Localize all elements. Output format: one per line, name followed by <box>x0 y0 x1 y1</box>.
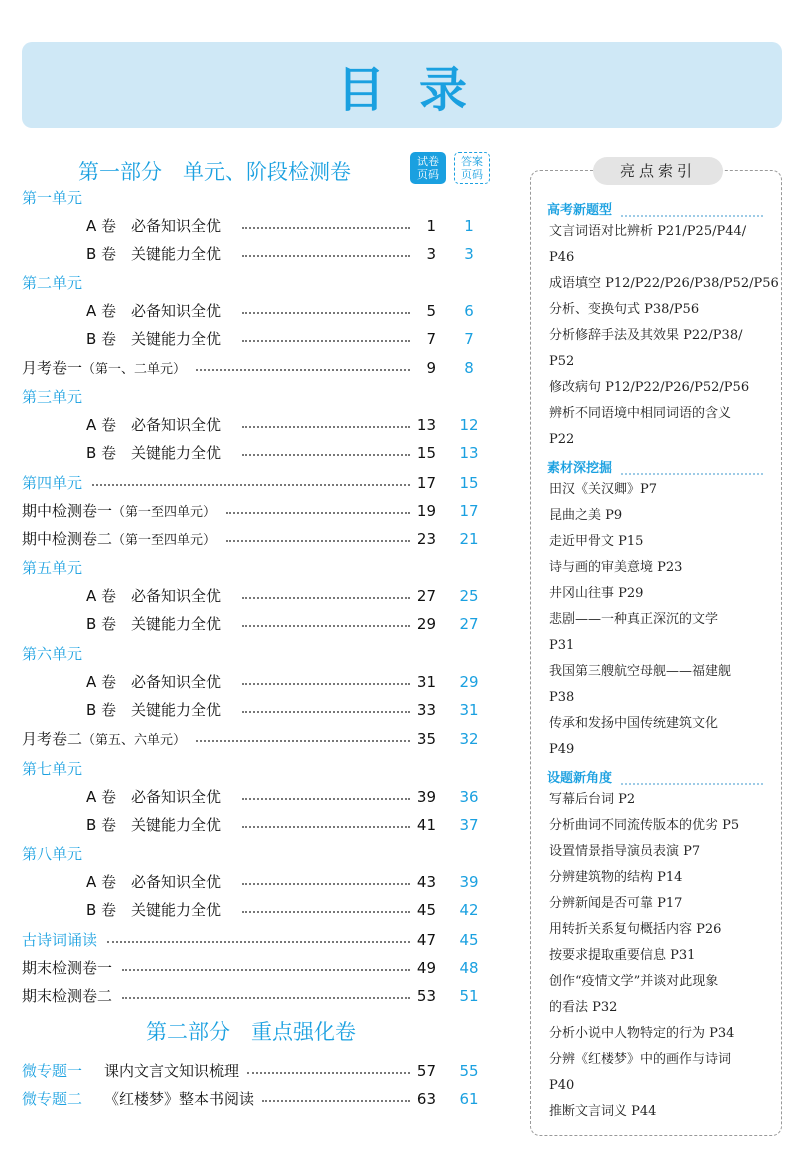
test-page-number: 9 <box>426 359 436 377</box>
toc-row[interactable] <box>0 841 500 867</box>
answer-page-number: 36 <box>459 788 479 806</box>
leader-dots <box>92 484 410 486</box>
toc-row[interactable] <box>0 784 500 810</box>
answer-page-number: 17 <box>459 502 479 520</box>
index-entry: 分辨《红楼梦》中的画作与诗词 <box>549 1052 732 1067</box>
toc-row[interactable] <box>0 384 500 410</box>
leader-dots <box>242 312 410 314</box>
test-page-number: 53 <box>416 987 436 1005</box>
toc-title-main: 月考卷二 <box>22 730 83 748</box>
index-entry: 传承和发扬中国传统建筑文化 <box>549 716 719 731</box>
category-divider <box>621 783 763 785</box>
topic-row[interactable] <box>0 1058 500 1084</box>
index-entry: 的看法 P32 <box>549 1000 618 1015</box>
answer-page-number: 31 <box>459 701 479 719</box>
toc-row[interactable] <box>0 756 500 782</box>
toc-title: A 卷 必备知识全优 <box>86 673 222 691</box>
test-page-number: 57 <box>416 1062 436 1080</box>
test-page-number: 13 <box>416 416 436 434</box>
leader-dots <box>226 540 410 542</box>
toc-row[interactable] <box>0 555 500 581</box>
test-page-number: 15 <box>416 444 436 462</box>
toc-title <box>22 498 216 526</box>
toc-title: 第二单元 <box>22 274 83 292</box>
toc-title: 第五单元 <box>22 559 83 577</box>
toc-row[interactable] <box>0 326 500 352</box>
toc-title-main: 期中检测卷二 <box>22 530 113 548</box>
leader-dots <box>242 826 410 828</box>
index-entry: 用转折关系复句概括内容 P26 <box>549 922 722 937</box>
index-entry: 昆曲之美 P9 <box>549 508 623 523</box>
toc-row[interactable] <box>0 955 500 981</box>
index-entry: P49 <box>549 742 575 757</box>
toc-row[interactable] <box>0 983 500 1009</box>
leader-dots <box>242 683 410 685</box>
toc-row[interactable] <box>0 185 500 211</box>
toc-row[interactable] <box>0 470 500 496</box>
index-entry: P40 <box>549 1078 575 1093</box>
toc-row[interactable] <box>0 526 500 552</box>
topic-title: 课内文言文知识梳理 <box>104 1062 240 1080</box>
index-entry: P22 <box>549 432 575 447</box>
index-entry: 分析曲词不同流传版本的优劣 P5 <box>549 818 740 833</box>
test-page-number: 17 <box>416 474 436 492</box>
answer-page-number: 27 <box>459 615 479 633</box>
toc-row[interactable] <box>0 498 500 524</box>
toc-row[interactable] <box>0 298 500 324</box>
index-entry: 写幕后台词 P2 <box>549 792 636 807</box>
toc-title: 古诗词诵读 <box>22 931 98 949</box>
toc-title: 第四单元 <box>22 474 83 492</box>
toc-title <box>22 355 186 383</box>
leader-dots <box>122 969 410 971</box>
toc-title <box>22 955 112 981</box>
toc-title-scope: （第五、六单元） <box>82 733 187 748</box>
index-entry: 田汉《关汉卿》P7 <box>549 482 658 497</box>
toc-title: 第七单元 <box>22 760 83 778</box>
toc-title: A 卷 必备知识全优 <box>86 302 222 320</box>
leader-dots <box>242 454 410 456</box>
test-page-number: 43 <box>416 873 436 891</box>
index-entry: 设置情景指导演员表演 P7 <box>549 844 701 859</box>
index-entry: P31 <box>549 638 575 653</box>
answer-page-number: 6 <box>464 302 474 320</box>
toc-row[interactable] <box>0 355 500 381</box>
answer-page-number: 3 <box>464 245 474 263</box>
toc-title-scope: （第一、二单元） <box>82 362 187 377</box>
toc-title: A 卷 必备知识全优 <box>86 587 222 605</box>
toc-title: 第三单元 <box>22 388 83 406</box>
toc-row[interactable] <box>0 669 500 695</box>
answer-page-number: 55 <box>459 1062 479 1080</box>
answer-page-number: 25 <box>459 587 479 605</box>
index-entry: 按要求提取重要信息 P31 <box>549 948 696 963</box>
leader-dots <box>242 711 410 713</box>
topic-row[interactable] <box>0 1086 500 1112</box>
page-title: 目录 <box>336 61 501 118</box>
leader-dots <box>247 1072 410 1074</box>
answer-page-number: 51 <box>459 987 479 1005</box>
toc-title: B 卷 关键能力全优 <box>86 816 222 834</box>
leader-dots <box>242 798 410 800</box>
leader-dots <box>242 426 410 428</box>
index-entry: 修改病句 P12/P22/P26/P52/P56 <box>549 380 750 395</box>
test-page-number: 33 <box>416 701 436 719</box>
toc-title: A 卷 必备知识全优 <box>86 217 222 235</box>
test-page-number: 29 <box>416 615 436 633</box>
toc-title: B 卷 关键能力全优 <box>86 330 222 348</box>
test-page-number: 41 <box>416 816 436 834</box>
leader-dots <box>226 512 410 514</box>
leader-dots <box>242 255 410 257</box>
toc-row[interactable] <box>0 641 500 667</box>
category-divider <box>621 215 763 217</box>
index-entry: 辨析不同语境中相同词语的含义 <box>549 406 732 421</box>
toc-row[interactable] <box>0 213 500 239</box>
toc-title-main: 期末检测卷二 <box>22 987 113 1005</box>
toc-title: A 卷 必备知识全优 <box>86 788 222 806</box>
leader-dots <box>107 941 410 943</box>
toc-title: A 卷 必备知识全优 <box>86 416 222 434</box>
toc-title: B 卷 关键能力全优 <box>86 444 222 462</box>
index-entry: 分析小说中人物特定的行为 P34 <box>549 1026 735 1041</box>
index-category: 素材深挖掘 <box>547 461 613 476</box>
leader-dots <box>242 227 410 229</box>
toc-title: 第一单元 <box>22 189 83 207</box>
toc-title-scope: （第一至四单元） <box>112 505 217 520</box>
toc-row[interactable] <box>0 270 500 296</box>
toc-title: 第六单元 <box>22 645 83 663</box>
toc-row[interactable] <box>0 412 500 438</box>
toc-row[interactable] <box>0 897 500 923</box>
toc-title <box>22 726 186 754</box>
toc-row[interactable] <box>0 241 500 267</box>
index-entry: 推断文言词义 P44 <box>549 1104 657 1119</box>
topic-label: 微专题二 <box>22 1090 83 1108</box>
leader-dots <box>242 911 410 913</box>
index-entry: 分析修辞手法及其效果 P22/P38/ <box>549 328 743 343</box>
toc-title: 第八单元 <box>22 845 83 863</box>
leader-dots <box>242 597 410 599</box>
index-entry: P38 <box>549 690 575 705</box>
index-entry: 创作“疫情文学”并谈对此现象 <box>549 974 719 989</box>
toc-title-scope: （第一至四单元） <box>112 533 217 548</box>
toc-title: B 卷 关键能力全优 <box>86 615 222 633</box>
index-entry: 成语填空 P12/P22/P26/P38/P52/P56 <box>549 276 779 291</box>
test-page-number: 5 <box>426 302 436 320</box>
leader-dots <box>242 625 410 627</box>
index-entry: 诗与画的审美意境 P23 <box>549 560 683 575</box>
toc-title: B 卷 关键能力全优 <box>86 245 222 263</box>
answer-page-number: 15 <box>459 474 479 492</box>
index-entry: 井冈山往事 P29 <box>549 586 644 601</box>
index-entry: 分辨建筑物的结构 P14 <box>549 870 683 885</box>
answer-page-number: 29 <box>459 673 479 691</box>
toc-title-main: 月考卷一 <box>22 359 83 377</box>
leader-dots <box>242 340 410 342</box>
toc-row[interactable] <box>0 812 500 838</box>
test-page-badge: 试卷 页码 <box>410 152 446 184</box>
index-entry: P52 <box>549 354 575 369</box>
leader-dots <box>242 883 410 885</box>
test-page-number: 27 <box>416 587 436 605</box>
index-entry: 走近甲骨文 P15 <box>549 534 644 549</box>
test-page-number: 23 <box>416 530 436 548</box>
toc-row[interactable] <box>0 611 500 637</box>
toc-title-main: 期中检测卷一 <box>22 502 113 520</box>
toc-row[interactable] <box>0 869 500 895</box>
index-category: 设题新角度 <box>547 771 613 786</box>
toc-title: A 卷 必备知识全优 <box>86 873 222 891</box>
part2-heading: 第二部分 重点强化卷 <box>146 1020 356 1044</box>
part1-heading: 第一部分 单元、阶段检测卷 <box>78 160 351 184</box>
answer-page-number: 45 <box>459 931 479 949</box>
toc-row[interactable] <box>0 927 500 953</box>
leader-dots <box>122 997 410 999</box>
index-entry: 我国第三艘航空母舰——福建舰 <box>549 664 732 679</box>
toc-row[interactable] <box>0 726 500 752</box>
test-page-number: 47 <box>416 931 436 949</box>
test-page-number: 7 <box>426 330 436 348</box>
topic-title: 《红楼梦》整本书阅读 <box>104 1090 255 1108</box>
test-page-number: 35 <box>416 730 436 748</box>
answer-page-number: 48 <box>459 959 479 977</box>
answer-page-number: 21 <box>459 530 479 548</box>
index-entry: P46 <box>549 250 575 265</box>
test-page-number: 63 <box>416 1090 436 1108</box>
answer-page-number: 32 <box>459 730 479 748</box>
test-page-number: 45 <box>416 901 436 919</box>
index-title: 亮点索引 <box>593 157 723 185</box>
leader-dots <box>262 1100 410 1102</box>
test-page-number: 31 <box>416 673 436 691</box>
toc-title-main: 期末检测卷一 <box>22 959 113 977</box>
test-page-number: 3 <box>426 245 436 263</box>
toc-row[interactable] <box>0 583 500 609</box>
index-entry: 分析、变换句式 P38/P56 <box>549 302 700 317</box>
leader-dots <box>196 369 410 371</box>
toc-title: B 卷 关键能力全优 <box>86 901 222 919</box>
category-divider <box>621 473 763 475</box>
answer-page-number: 37 <box>459 816 479 834</box>
answer-page-number: 7 <box>464 330 474 348</box>
answer-page-number: 39 <box>459 873 479 891</box>
answer-page-number: 8 <box>464 359 474 377</box>
toc-row[interactable] <box>0 440 500 466</box>
index-entry: 文言词语对比辨析 P21/P25/P44/ <box>549 224 747 239</box>
leader-dots <box>196 740 410 742</box>
answer-page-number: 13 <box>459 444 479 462</box>
toc-title <box>22 983 112 1009</box>
toc-title <box>22 526 216 554</box>
index-category: 高考新题型 <box>547 203 613 218</box>
topic-label: 微专题一 <box>22 1062 83 1080</box>
toc-title: B 卷 关键能力全优 <box>86 701 222 719</box>
test-page-number: 39 <box>416 788 436 806</box>
answer-page-number: 61 <box>459 1090 479 1108</box>
test-page-number: 49 <box>416 959 436 977</box>
index-entry: 分辨新闻是否可靠 P17 <box>549 896 683 911</box>
test-page-number: 19 <box>416 502 436 520</box>
answer-page-number: 42 <box>459 901 479 919</box>
index-entry: 悲剧——一种真正深沉的文学 <box>549 612 719 627</box>
answer-page-number: 12 <box>459 416 479 434</box>
toc-row[interactable] <box>0 697 500 723</box>
answer-page-badge: 答案 页码 <box>454 152 490 184</box>
test-page-number: 1 <box>426 217 436 235</box>
highlights-index-panel <box>530 162 782 1136</box>
answer-page-number: 1 <box>464 217 474 235</box>
